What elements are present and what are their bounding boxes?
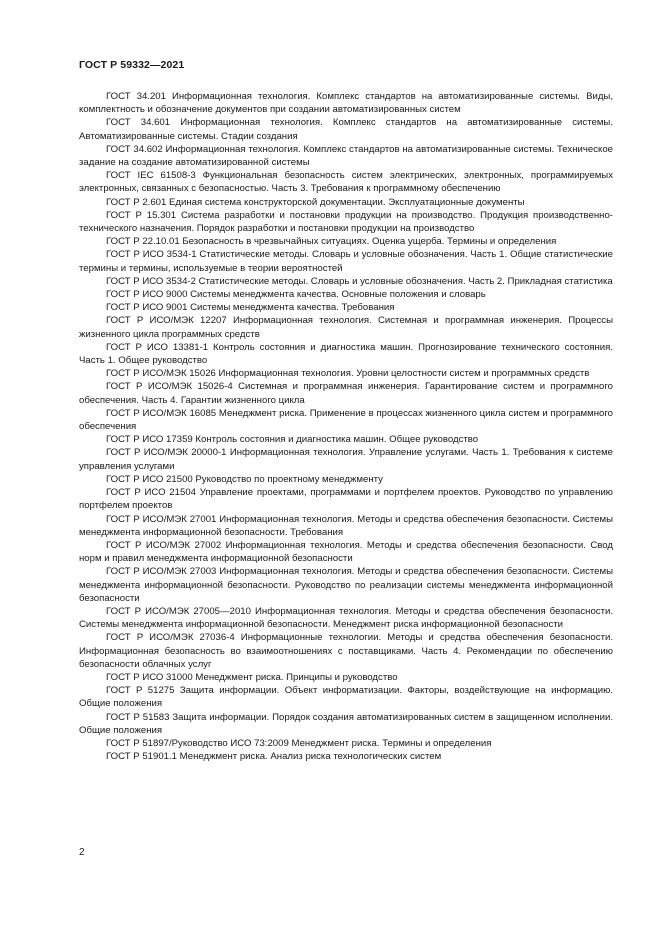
- reference-item: ГОСТ Р ИСО 9000 Системы менеджмента качества. Основные положения и словарь: [106, 289, 486, 301]
- reference-item: ГОСТ Р ИСО 3534-1 Статистические методы. Словарь и условные обозначения. Часть 1. Общие статистические термины и термины, используемые в теории вероятностей: [79, 249, 613, 274]
- reference-item: ГОСТ Р ИСО/МЭК 15026-4 Системная и программная инженерия. Гарантирование систем и программного обеспечения. Часть 4. Гарантии жизненного цикла: [79, 381, 613, 406]
- reference-item: ГОСТ Р 15.301 Система разработки и постановки продукции на производство. Продукция производственно-технического назначения. Порядок разработки и постановки продукции на производство: [79, 209, 613, 235]
- reference-item: ГОСТ Р ИСО 31000 Менеджмент риска. Принципы и руководство: [106, 671, 398, 683]
- reference-item: ГОСТ Р ИСО/МЭК 15026 Информационная технология. Уровни целостности систем и программных средств: [106, 368, 590, 380]
- reference-item: ГОСТ IEC 61508-3 Функциональная безопасность систем электрических, электронных, программируемых электронных, связанных с безопасностью. Часть 3. Требования к программному обеспечению: [79, 170, 613, 195]
- reference-item: ГОСТ 34.601 Информационная технология. Комплекс стандартов на автоматизированные системы. Автоматизированные системы. Стадии создания: [79, 117, 613, 142]
- reference-item: ГОСТ Р 51897/Руководство ИСО 73:2009 Менеджмент риска. Термины и определения: [106, 737, 492, 749]
- reference-item: ГОСТ Р ИСО 13381-1 Контроль состояния и диагностика машин. Прогнозирование технического состояния. Часть 1. Общее руководство: [79, 341, 613, 367]
- reference-item: ГОСТ Р ИСО/МЭК 27003 Информационная технология. Методы и средства обеспечения безопасности. Системы менеджмента информационной безопасности. Руководство по реализации системы менеджмента информационной безопасности: [79, 566, 613, 604]
- reference-item: ГОСТ Р ИСО/МЭК 20000-1 Информационная технология. Управление услугами. Часть 1. Требования к системе управления услугами: [79, 447, 613, 472]
- reference-item: ГОСТ Р 51583 Защита информации. Порядок создания автоматизированных систем в защищенном исполнении. Общие положения: [79, 711, 613, 736]
- document-header: ГОСТ Р 59332—2021: [79, 59, 185, 71]
- reference-item: ГОСТ Р ИСО/МЭК 12207 Информационная технология. Системная и программная инженерия. Процессы жизненного цикла программных средств: [79, 315, 613, 340]
- reference-item: ГОСТ Р ИСО 21500 Руководство по проектному менеджменту: [106, 473, 383, 485]
- reference-item: ГОСТ Р ИСО 17359 Контроль состояния и диагностика машин. Общее руководство: [106, 434, 479, 446]
- reference-item: ГОСТ Р ИСО 3534-2 Статистические методы. Словарь и условные обозначения. Часть 2. Прикладная статистика: [106, 275, 613, 287]
- reference-item: ГОСТ Р ИСО 21504 Управление проектами, программами и портфелем проектов. Руководство по управлению портфелем проектов: [79, 487, 613, 512]
- reference-item: ГОСТ Р 51901.1 Менеджмент риска. Анализ риска технологических систем: [106, 751, 442, 763]
- reference-item: ГОСТ Р 51275 Защита информации. Объект информатизации. Факторы, воздействующие на информацию. Общие положения: [79, 685, 613, 710]
- normative-references-list: [79, 90, 613, 763]
- reference-item: ГОСТ Р 22.10.01 Безопасность в чрезвычайных ситуациях. Оценка ущерба. Термины и определения: [106, 236, 557, 248]
- reference-item: ГОСТ Р ИСО/МЭК 27001 Информационная технология. Методы и средства обеспечения безопасности. Системы менеджмента информационной безопасности. Требования: [79, 513, 613, 538]
- reference-item: ГОСТ Р ИСО/МЭК 27005—2010 Информационная технология. Методы и средства обеспечения безопасности. Системы менеджмента информационной безопасности. Менеджмент риска информационной безопасности: [79, 605, 613, 631]
- reference-item: ГОСТ Р 2.601 Единая система конструкторской документации. Эксплуатационные документы: [106, 196, 525, 208]
- page-number: 2: [79, 847, 85, 858]
- reference-item: ГОСТ Р ИСО/МЭК 27002 Информационная технология. Методы и средства обеспечения безопасности. Свод норм и правил менеджмента информационной безопасности: [79, 539, 613, 565]
- reference-item: ГОСТ Р ИСО 9001 Системы менеджмента качества. Требования: [106, 302, 395, 314]
- reference-item: ГОСТ 34.201 Информационная технология. Комплекс стандартов на автоматизированные системы. Виды, комплектность и обозначение документов при создании автоматизированных систем: [79, 91, 613, 116]
- reference-item: ГОСТ 34.602 Информационная технология. Комплекс стандартов на автоматизированные системы. Техническое задание на создание автоматизированной системы: [79, 143, 613, 169]
- reference-item: ГОСТ Р ИСО/МЭК 16085 Менеджмент риска. Применение в процессах жизненного цикла систем и программного обеспечения: [79, 407, 613, 433]
- reference-item: ГОСТ Р ИСО/МЭК 27036-4 Информационные технологии. Методы и средства обеспечения безопасности. Информационная безопасность во взаимоотношениях с поставщиками. Часть 4. Рекомендации по обеспечению безопасности облачных услуг: [79, 632, 613, 670]
